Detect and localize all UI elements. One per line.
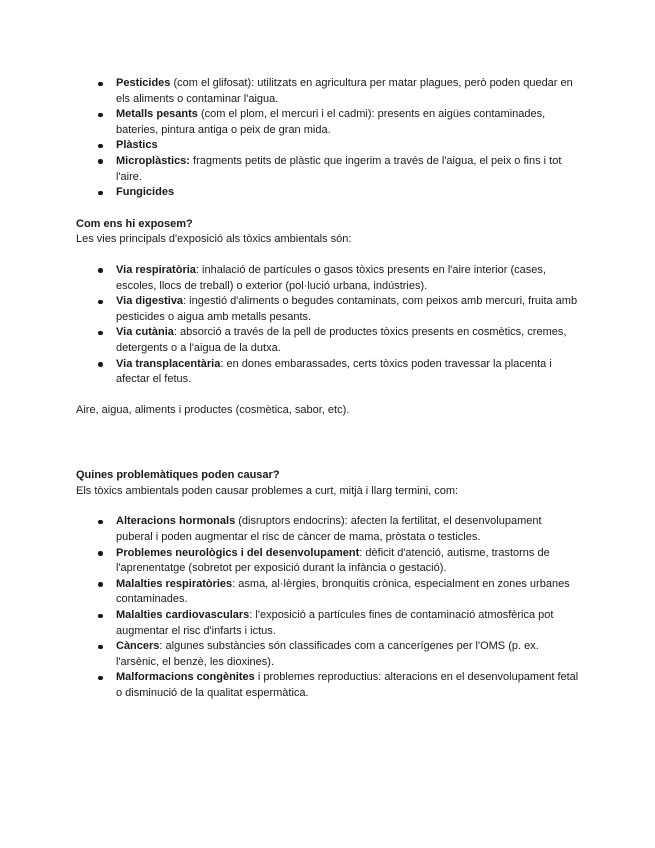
exposure-heading: Com ens hi exposem? (76, 217, 193, 230)
list-item-text: : en dones embarassades, certs tòxics poden travessar la placenta i afectar el fetus. (116, 357, 552, 386)
list-item (76, 325, 580, 356)
list-item (76, 263, 580, 294)
list-item (76, 76, 580, 107)
list-item-term: Microplàstics: (116, 154, 190, 167)
list-item-text: : dèficit d'atenció, autisme, trastorns de l'aprenentatge (sobretot per exposició durant la infància o gestació). (116, 546, 550, 575)
list-item-term: Plàstics (116, 139, 158, 152)
list-item-term: Fungicides (116, 186, 175, 199)
list-item-text: : algunes substàncies són classificades com a cancerígenes per l'OMS (p. ex. l'arsènic, el benzè, les dioxines). (116, 640, 539, 668)
list-item-term: Via respiratòria (116, 263, 196, 276)
list-item (76, 639, 580, 670)
list-item-term: Malalties cardiovasculars (116, 609, 250, 622)
toxics-list (76, 76, 580, 201)
list-item-term: Via transplacentària (116, 357, 221, 370)
list-item-text: : absorció a través de la pell de productes tòxics presents en cosmètics, cremes, detergents o a l'aigua de la dutxa. (116, 326, 567, 354)
list-item-text: : asma, al·lèrgies, bronquitis crònica, especialment en zones urbanes contaminades. (116, 577, 570, 606)
list-item (76, 185, 580, 201)
exposure-intro: Les vies principals d'exposició als tòxics ambientals són: (76, 233, 352, 246)
list-item (76, 154, 580, 185)
list-item (76, 670, 580, 701)
list-item (76, 138, 580, 154)
problems-intro: Els tòxics ambientals poden causar problemes a curt, mitjà i llarg termini, com: (76, 484, 459, 497)
document-body (76, 76, 580, 702)
list-item-text: (com el plom, el mercuri i el cadmi): presents en aigües contaminades, bateries, pintura antiga o peix de gran mida. (116, 108, 546, 136)
list-item-text: : l'exposició a partícules fines de contaminació atmosfèrica pot augmentar el risc d'infarts i ictus. (116, 609, 554, 637)
list-item-term: Metalls pesants (116, 108, 198, 121)
list-item (76, 107, 580, 138)
list-item-term: Càncers (116, 640, 160, 653)
list-item (76, 357, 580, 388)
list-item-term: Via cutània (116, 326, 174, 339)
problems-heading: Quines problemàtiques poden causar? (76, 469, 280, 482)
list-item (76, 608, 580, 639)
list-item (76, 294, 580, 325)
list-item-term: Malformacions congènites (116, 671, 255, 684)
list-item (76, 546, 580, 577)
list-item-text: : inhalació de partícules o gasos tòxics presents en l'aire interior (cases, escoles, llocs de treball) o exterior (pol·lució urbana, indústries). (116, 263, 546, 292)
problems-list (76, 514, 580, 701)
list-item-term: Malalties respiratòries (116, 577, 233, 590)
list-item-term: Problemes neurològics i del desenvolupament (116, 546, 360, 559)
list-item (76, 514, 580, 545)
list-item-term: Via digestiva (116, 295, 184, 308)
list-item-term: Alteracions hormonals (116, 515, 236, 528)
exposure-list (76, 263, 580, 388)
list-item (76, 577, 580, 608)
list-item-term: Pesticides (116, 77, 171, 89)
list-item-text: i problemes reproductius: alteracions en el desenvolupament fetal o disminució de la qualitat espermàtica. (116, 671, 579, 699)
exposure-note: Aire, aigua, aliments i productes (cosmètica, sabor, etc). (76, 403, 350, 416)
list-item-text: (disruptors endocrins): afecten la fertilitat, el desenvolupament puberal i poden augmentar el risc de càncer de mama, pròstata o testicles. (116, 515, 542, 544)
list-item-text: (com el glifosat): utilitzats en agricultura per matar plagues, però poden quedar en els aliments o contaminar l'aigua. (116, 77, 573, 105)
list-item-text: : ingestió d'aliments o begudes contaminats, com peixos amb mercuri, fruita amb pesticides o aigua amb metalls pesants. (116, 295, 578, 323)
list-item-text: fragments petits de plàstic que ingerim a través de l'aigua, el peix o fins i tot l'aire. (116, 154, 562, 183)
